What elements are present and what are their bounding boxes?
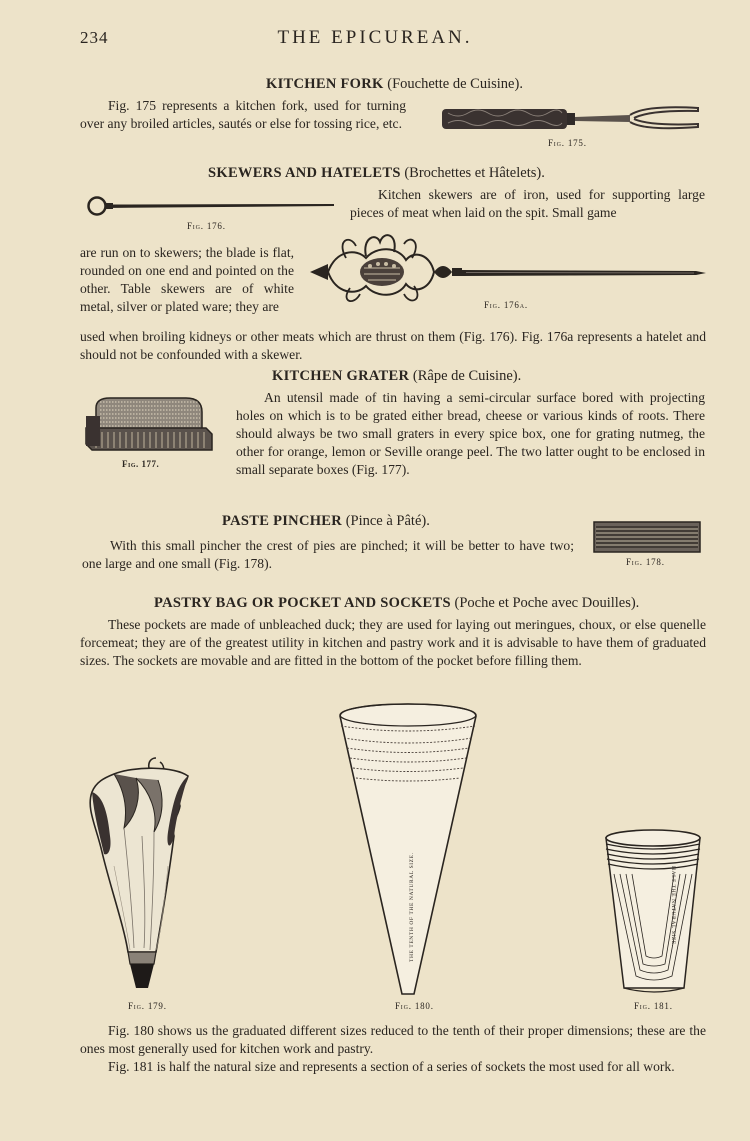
pincher-heading [222,513,430,530]
closing-text-1: Fig. 180 shows us the graduated different sizes reduced to the tenth of their proper dimensions; these are the ones most generally used for kitchen work and pastry. [80,1023,706,1056]
pincher-text: With this small pincher the crest of pies are pinched; it will be better to have two; one large and one small (Fig. 178). [82,538,574,571]
pincher-illustration [593,520,701,554]
grater-text: An utensil made of tin having a semi-circular surface bored with projecting holes on which is to be grated either bread, cheese or various kinds of roots. There should always be two small graters in every spice box, one for grating nutmeg, the other for orange, lemon or Seville orange peel. The two latter ought to be enclosed in small separate boxes (Fig. 177). [236,390,705,477]
socket-size-label: HALF THE NATURAL SIZE. [670,866,676,947]
pincher-title: PASTE PINCHER [222,513,343,529]
pastry-bag-heading [154,595,639,612]
fig-180-caption: Fig. 180. [395,1001,434,1011]
grater-title: KITCHEN GRATER [272,368,410,384]
running-title: THE EPICUREAN. [277,27,473,48]
kitchen-fork-text: Fig. 175 represents a kitchen fork, used for turning over any broiled articles, sautés or else for tossing rice, etc. [80,98,406,131]
kitchen-fork-heading [266,76,523,93]
skewers-text-bottom: used when broiling kidneys or other meats which are thrust on them (Fig. 176). Fig. 176a represents a hatelet and should not be confounded with a skewer. [80,329,706,362]
pastry-bag-illustration [84,756,196,996]
skewers-title: SKEWERS AND HATELETS [208,165,401,181]
skewers-text-left: are run on to skewers; the blade is flat, rounded on one end and pointed on the other. Table skewers are of white metal, silver or plated ware; they are [80,245,294,314]
skewers-heading [208,165,545,182]
pastry-bag-text: These pockets are made of unbleached duck; they are used for laying out meringues, choux, or else quenelle forcemeat; they are of the greatest utility in kitchen and pastry work and it is advisable to have them of graduated sizes. The sockets are movable and are fitted in the bottom of the pocket before filling them. [80,617,706,668]
grater-illustration [82,394,216,456]
fig-181-caption: Fig. 181. [634,1001,673,1011]
pastry-bag-title: PASTRY BAG OR POCKET AND SOCKETS [154,595,451,611]
fork-illustration [440,103,702,133]
fig-176a-caption: Fig. 176a. [484,300,528,310]
closing-text-2: Fig. 181 is half the natural size and represents a section of a series of sockets the most used for all work. [108,1059,675,1074]
fig-178-caption: Fig. 178. [626,557,665,567]
grater-subtitle: (Râpe de Cuisine). [412,368,522,384]
kitchen-fork-title: KITCHEN FORK [266,76,384,92]
fig-175-caption: Fig. 175. [548,138,587,148]
kitchen-fork-subtitle: (Fouchette de Cuisine). [387,76,523,92]
hatelet-illustration [306,228,708,308]
sockets-illustration [600,826,706,996]
fig-177-caption: Fig. 177. [122,459,160,469]
page-number: 234 [80,28,109,47]
pincher-subtitle: (Pince à Pâté). [345,513,430,529]
pastry-bag-subtitle: (Poche et Poche avec Douilles). [454,595,640,611]
skewer-illustration [86,195,336,217]
skewers-text-top: Kitchen skewers are of iron, used for supporting large pieces of meat when laid on the spit. Small game [350,187,705,220]
fig-179-caption: Fig. 179. [128,1001,167,1011]
fig-176-caption: Fig. 176. [187,221,226,231]
grater-heading [272,368,521,385]
skewers-subtitle: (Brochettes et Hâtelets). [404,165,545,181]
cone-size-label: THE TENTH OF THE NATURAL SIZE. [409,852,415,962]
cone-illustration [336,696,480,998]
